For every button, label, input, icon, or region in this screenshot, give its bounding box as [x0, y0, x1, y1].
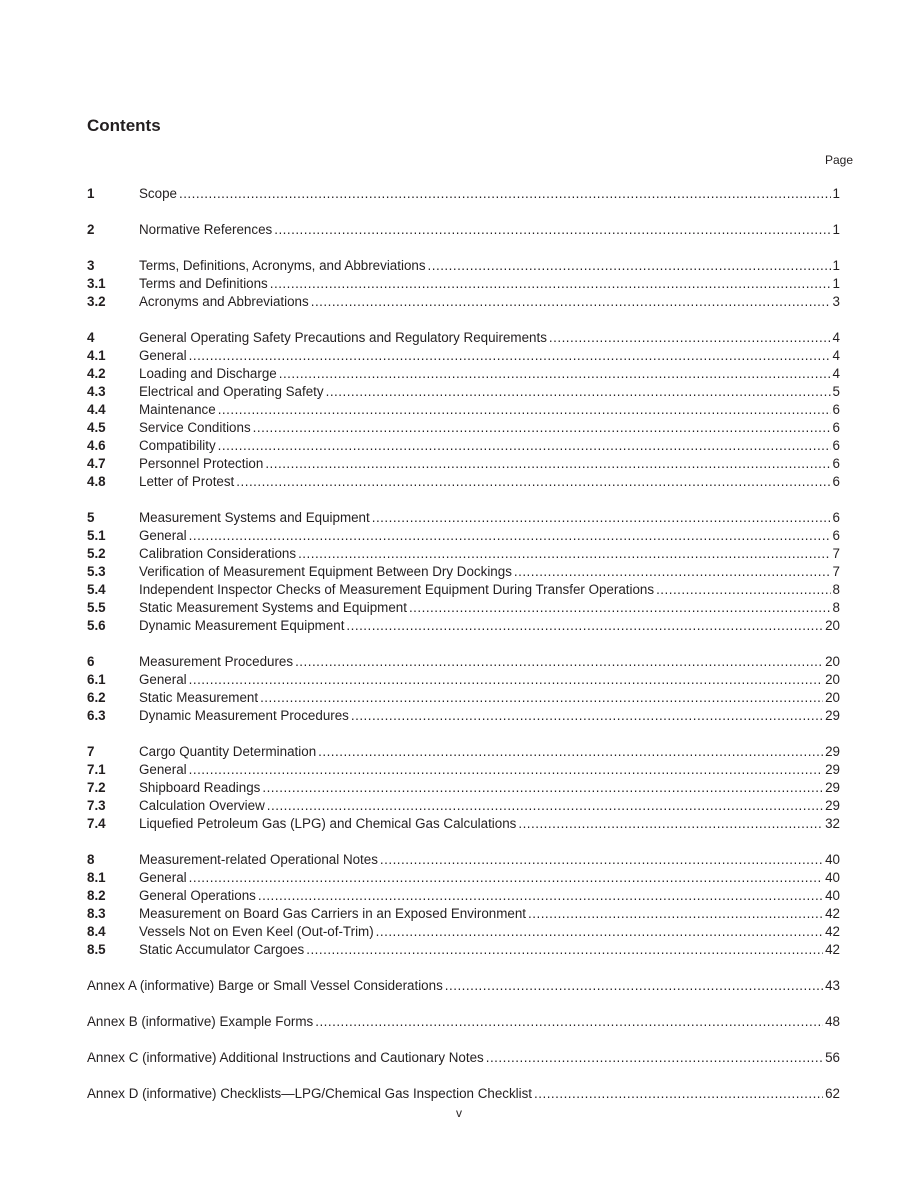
dot-leader	[298, 545, 830, 563]
toc-entry-page: 1	[832, 222, 840, 237]
toc-entry-title: Vessels Not on Even Keel (Out-of-Trim)	[139, 924, 374, 939]
dot-leader	[189, 761, 823, 779]
toc-entry-page: 4	[832, 366, 840, 381]
dot-leader	[445, 977, 823, 995]
toc-entry-title: Terms and Definitions	[139, 276, 268, 291]
toc-annex	[87, 977, 840, 995]
toc-entry[interactable]	[87, 221, 840, 239]
toc-entry-page: 6	[832, 510, 840, 525]
dot-leader	[274, 221, 830, 239]
toc-entry-number: 8	[87, 852, 95, 867]
dot-leader	[346, 617, 823, 635]
dot-leader	[514, 563, 831, 581]
toc-entry-title: Letter of Protest	[139, 474, 235, 489]
toc-entry-page: 8	[832, 600, 840, 615]
dot-leader	[409, 599, 831, 617]
toc-entry-page: 29	[825, 780, 840, 795]
toc-entry[interactable]	[87, 671, 840, 689]
toc-entry-title: Dynamic Measurement Equipment	[139, 618, 345, 633]
dot-leader	[270, 275, 831, 293]
toc-entry-number: 5	[87, 510, 95, 525]
toc-entry-number: 7.1	[87, 762, 106, 777]
toc-entry[interactable]	[87, 887, 840, 905]
toc-entry-number: 4.3	[87, 384, 106, 399]
toc-entry[interactable]	[87, 293, 840, 311]
dot-leader	[306, 941, 823, 959]
dot-leader	[549, 329, 831, 347]
toc-entry-title: Annex D (informative) Checklists—LPG/Chemical Gas Inspection Checklist	[87, 1086, 533, 1101]
toc-entry[interactable]	[87, 653, 840, 671]
toc-entry-page: 20	[825, 690, 840, 705]
toc-entry-number: 5.4	[87, 582, 106, 597]
toc-entry-page: 6	[832, 402, 840, 417]
dot-leader	[534, 1085, 823, 1103]
toc-entry[interactable]	[87, 617, 840, 635]
toc-entry-number: 8.1	[87, 870, 106, 885]
toc-entry[interactable]	[87, 347, 840, 365]
toc-entry-title: Maintenance	[139, 402, 216, 417]
toc-entry-page: 7	[832, 564, 840, 579]
toc-entry-number: 4.1	[87, 348, 106, 363]
toc-entry-page: 29	[825, 708, 840, 723]
toc-entry-number: 8.4	[87, 924, 106, 939]
toc-entry[interactable]	[87, 689, 840, 707]
toc-entry-title: Annex A (informative) Barge or Small Vessel Considerations	[87, 978, 443, 993]
toc-annex-entry[interactable]	[87, 977, 840, 995]
page-column-label: Page	[824, 153, 853, 167]
dot-leader	[189, 347, 831, 365]
toc-entry-page: 29	[825, 744, 840, 759]
toc-entry-page: 48	[825, 1014, 840, 1029]
toc-entry-title: Static Accumulator Cargoes	[139, 942, 305, 957]
dot-leader	[315, 1013, 823, 1031]
dot-leader	[351, 707, 823, 725]
toc-entry-title: Normative References	[139, 222, 273, 237]
toc-entry-title: Calculation Overview	[139, 798, 265, 813]
toc-entry-title: Dynamic Measurement Procedures	[139, 708, 349, 723]
toc-entry-number: 4	[87, 330, 95, 345]
toc-entry-title: Loading and Discharge	[139, 366, 277, 381]
dot-leader	[267, 797, 823, 815]
toc-entry-title: Scope	[139, 186, 177, 201]
toc-entry[interactable]	[87, 905, 840, 923]
toc-entry-title: Service Conditions	[139, 420, 251, 435]
toc-entry-title: General	[139, 348, 187, 363]
toc-entry-page: 1	[832, 258, 840, 273]
toc-annex-entry[interactable]	[87, 1049, 840, 1067]
toc-entry-page: 1	[832, 276, 840, 291]
toc-section	[87, 851, 840, 959]
toc-section	[87, 257, 840, 311]
toc-annex	[87, 1013, 840, 1031]
toc-entry-title: Calibration Considerations	[139, 546, 297, 561]
dot-leader	[295, 653, 823, 671]
dot-leader	[376, 923, 823, 941]
toc-entry[interactable]	[87, 329, 840, 347]
toc-entry-page: 40	[825, 852, 840, 867]
toc-entry-page: 29	[825, 798, 840, 813]
toc-entry-page: 42	[825, 906, 840, 921]
toc-entry-number: 4.7	[87, 456, 106, 471]
toc-entry-page: 40	[825, 870, 840, 885]
toc-entry[interactable]	[87, 743, 840, 761]
toc-entry-page: 62	[825, 1086, 840, 1101]
toc-entry[interactable]	[87, 761, 840, 779]
toc-section	[87, 743, 840, 833]
toc-entry-page: 7	[832, 546, 840, 561]
toc-entry-number: 7.3	[87, 798, 106, 813]
toc-entry-number: 4.4	[87, 402, 106, 417]
toc-entry-title: Shipboard Readings	[139, 780, 261, 795]
dot-leader	[372, 509, 831, 527]
dot-leader	[260, 689, 823, 707]
toc-entry[interactable]	[87, 941, 840, 959]
dot-leader	[528, 905, 823, 923]
toc-entry-title: Measurement Systems and Equipment	[139, 510, 370, 525]
toc-entry-number: 3.1	[87, 276, 106, 291]
toc-entry-title: Electrical and Operating Safety	[139, 384, 324, 399]
toc-entry-number: 8.5	[87, 942, 106, 957]
toc-entry[interactable]	[87, 779, 840, 797]
toc-entry-page: 20	[825, 672, 840, 687]
dot-leader	[656, 581, 830, 599]
toc-entry-page: 6	[832, 456, 840, 471]
toc-entry-title: Compatibility	[139, 438, 216, 453]
dot-leader	[486, 1049, 823, 1067]
toc-entry-page: 4	[832, 330, 840, 345]
toc-section	[87, 221, 840, 239]
toc-entry[interactable]	[87, 599, 840, 617]
toc-entry-title: Acronyms and Abbreviations	[139, 294, 309, 309]
toc-entry-number: 7	[87, 744, 95, 759]
toc-section	[87, 185, 840, 203]
toc-section	[87, 509, 840, 635]
toc-entry-title: General	[139, 672, 187, 687]
toc-entry-page: 40	[825, 888, 840, 903]
toc-entry-title: General Operating Safety Precautions and Regulatory Requirements	[139, 330, 547, 345]
toc-entry[interactable]	[87, 455, 840, 473]
toc-entry-number: 3.2	[87, 294, 106, 309]
toc-entry-number: 4.8	[87, 474, 106, 489]
toc-entry-page: 56	[825, 1050, 840, 1065]
toc-entry-number: 1	[87, 186, 95, 201]
toc-entry[interactable]	[87, 923, 840, 941]
toc-annex-entry[interactable]	[87, 1085, 840, 1103]
toc-entry[interactable]	[87, 869, 840, 887]
toc-entry-title: Annex C (informative) Additional Instructions and Cautionary Notes	[87, 1050, 484, 1065]
toc-entry-number: 8.3	[87, 906, 106, 921]
toc-entry-title: General Operations	[139, 888, 256, 903]
toc-entry-title: General	[139, 762, 187, 777]
dot-leader	[258, 887, 823, 905]
toc-entry[interactable]	[87, 437, 840, 455]
toc-entry-title: Liquefied Petroleum Gas (LPG) and Chemical Gas Calculations	[139, 816, 517, 831]
dot-leader	[236, 473, 830, 491]
toc-entry[interactable]	[87, 707, 840, 725]
toc-entry[interactable]	[87, 527, 840, 545]
toc-entry-page: 1	[832, 186, 840, 201]
toc-entry-page: 20	[825, 618, 840, 633]
toc-entry-page: 3	[832, 294, 840, 309]
toc-entry-title: General	[139, 870, 187, 885]
toc-entry-number: 7.2	[87, 780, 106, 795]
toc-entry-title: Measurement-related Operational Notes	[139, 852, 378, 867]
toc-entry-number: 5.5	[87, 600, 106, 615]
toc-entry-title: Cargo Quantity Determination	[139, 744, 317, 759]
toc-entry-number: 3	[87, 258, 95, 273]
toc-annex	[87, 1049, 840, 1067]
toc-entry-title: Static Measurement	[139, 690, 259, 705]
toc-entry-page: 6	[832, 474, 840, 489]
toc-section	[87, 329, 840, 491]
toc-entry-number: 6.3	[87, 708, 106, 723]
toc-entry-title: Measurement on Board Gas Carriers in an Exposed Environment	[139, 906, 527, 921]
toc-entry-number: 5.1	[87, 528, 106, 543]
dot-leader	[518, 815, 823, 833]
toc-entry[interactable]	[87, 509, 840, 527]
dot-leader	[189, 527, 831, 545]
toc-entry-page: 6	[832, 420, 840, 435]
toc-entry[interactable]	[87, 473, 840, 491]
toc-entry-number: 4.2	[87, 366, 106, 381]
toc-entry-page: 5	[832, 384, 840, 399]
toc-entry[interactable]	[87, 815, 840, 833]
dot-leader	[189, 869, 823, 887]
dot-leader	[189, 671, 823, 689]
toc-entry[interactable]	[87, 563, 840, 581]
dot-leader	[265, 455, 830, 473]
toc-annex-entry[interactable]	[87, 1013, 840, 1031]
toc-entry-title: Verification of Measurement Equipment Between Dry Dockings	[139, 564, 512, 579]
toc-entry-title: Terms, Definitions, Acronyms, and Abbreviations	[139, 258, 426, 273]
toc-entry-number: 5.6	[87, 618, 106, 633]
toc-annex	[87, 1085, 840, 1103]
toc-entry[interactable]	[87, 383, 840, 401]
toc-entry-number: 5.3	[87, 564, 106, 579]
toc-entry[interactable]	[87, 851, 840, 869]
page-title: Contents	[87, 116, 161, 135]
toc-entry-number: 6.2	[87, 690, 106, 705]
toc-entry-title: Personnel Protection	[139, 456, 264, 471]
toc-entry-page: 32	[825, 816, 840, 831]
dot-leader	[318, 743, 823, 761]
dot-leader	[428, 257, 831, 275]
toc-entry[interactable]	[87, 275, 840, 293]
toc-entry-title: Static Measurement Systems and Equipment	[139, 600, 407, 615]
toc-entry-number: 6	[87, 654, 95, 669]
toc-entry[interactable]	[87, 365, 840, 383]
toc-entry[interactable]	[87, 185, 840, 203]
toc-entry-title: Annex B (informative) Example Forms	[87, 1014, 314, 1029]
toc-entry[interactable]	[87, 545, 840, 563]
toc-entry[interactable]	[87, 797, 840, 815]
toc-entry-page: 6	[832, 438, 840, 453]
dot-leader	[380, 851, 823, 869]
toc-entry-page: 42	[825, 942, 840, 957]
toc-entry-number: 8.2	[87, 888, 106, 903]
toc-section	[87, 653, 840, 725]
toc-entry-page: 43	[825, 978, 840, 993]
toc-entry-number: 4.5	[87, 420, 106, 435]
toc-entry[interactable]	[87, 257, 840, 275]
toc-entry[interactable]	[87, 401, 840, 419]
dot-leader	[279, 365, 831, 383]
toc-entry-number: 7.4	[87, 816, 106, 831]
dot-leader	[179, 185, 831, 203]
dot-leader	[218, 401, 831, 419]
toc-entry-number: 6.1	[87, 672, 106, 687]
page-number-footer: v	[456, 1106, 462, 1120]
toc-entry-page: 6	[832, 528, 840, 543]
dot-leader	[262, 779, 823, 797]
dot-leader	[218, 437, 831, 455]
table-of-contents	[87, 185, 840, 1121]
toc-entry[interactable]	[87, 581, 840, 599]
toc-entry-title: Independent Inspector Checks of Measurement Equipment During Transfer Operations	[139, 582, 655, 597]
dot-leader	[311, 293, 831, 311]
toc-entry-number: 4.6	[87, 438, 106, 453]
toc-entry-title: General	[139, 528, 187, 543]
toc-entry-page: 42	[825, 924, 840, 939]
toc-entry-page: 8	[832, 582, 840, 597]
toc-entry-page: 29	[825, 762, 840, 777]
toc-entry-page: 20	[825, 654, 840, 669]
toc-entry-number: 5.2	[87, 546, 106, 561]
toc-entry[interactable]	[87, 419, 840, 437]
toc-entry-page: 4	[832, 348, 840, 363]
dot-leader	[326, 383, 831, 401]
toc-entry-number: 2	[87, 222, 95, 237]
dot-leader	[253, 419, 831, 437]
toc-entry-title: Measurement Procedures	[139, 654, 294, 669]
